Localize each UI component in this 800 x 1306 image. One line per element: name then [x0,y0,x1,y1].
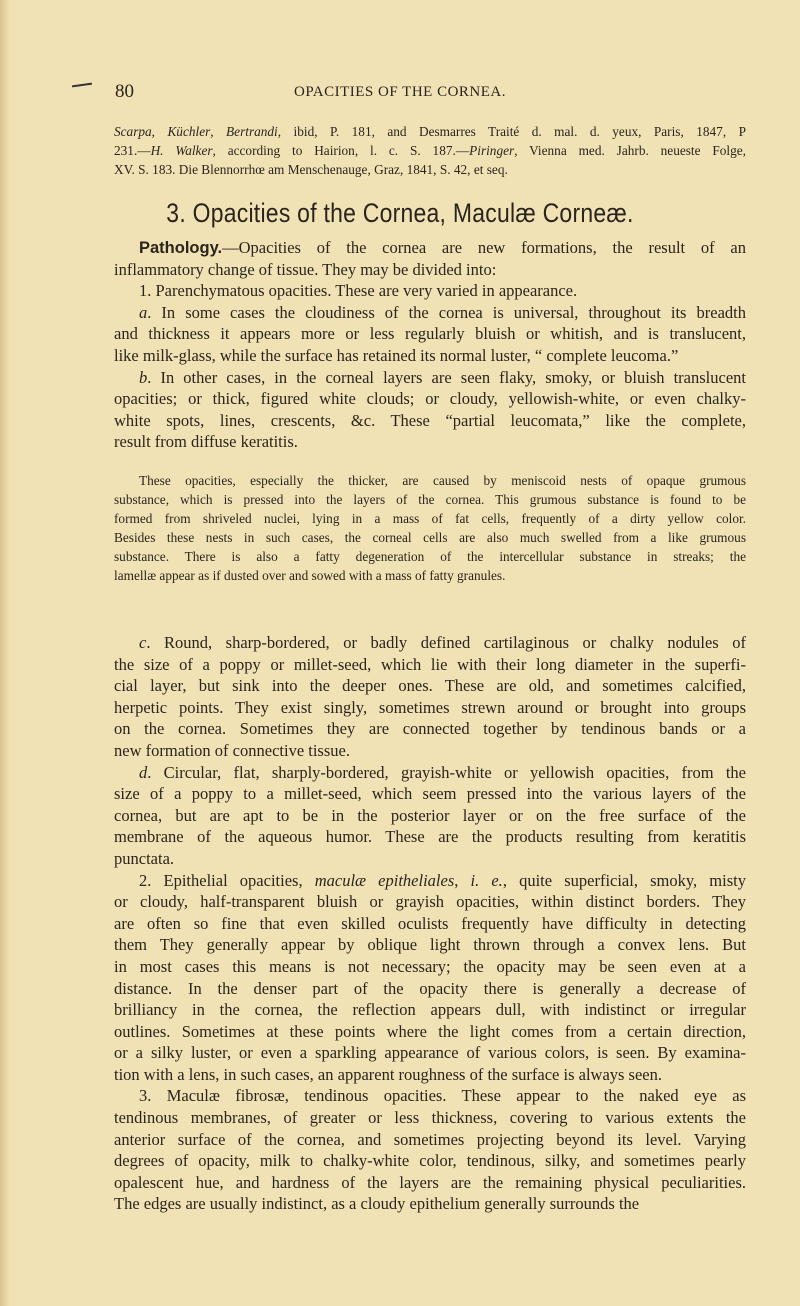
text-run: tion with a lens, in such cases, an apparent roughness of the surface is always seen. [114,1064,663,1084]
text-line [114,762,746,784]
text-run: The edges are usually indistinct, as a cloudy epithelium generally surrounds the [114,1194,640,1214]
text-line [114,1021,746,1043]
text-line [114,490,746,509]
text-run: degrees of opacity, milk to chalky-white color, tendinous, silky, and sometimes pearly [114,1151,746,1171]
text-line [114,1150,746,1172]
text-run: the size of a poppy or millet-seed, which lie with their long diameter in the superfi- [114,654,746,674]
text-line [114,740,746,762]
italic-text: a [139,302,148,322]
text-line [114,826,746,848]
text-line [114,1042,746,1064]
pathology-section [114,237,746,453]
text-run: or a silky luster, or even a sparkling appearance of various colors, is seen. By examina- [114,1043,746,1063]
text-line [114,509,746,528]
text-line [114,718,746,740]
text-line [114,566,746,585]
text-line [114,471,746,490]
text-line [114,547,746,566]
text-run: white spots, lines, crescents, &c. These “partial leucomata,” like the complete, [114,410,746,430]
running-head: OPACITIES OF THE CORNEA. [293,84,507,100]
text-run: on the cornea. Sometimes they are connected together by tendinous bands or a [114,719,746,739]
section-title: 3. Opacities of the Cornea, Maculæ Corneæ. [166,198,634,228]
text-run: , according to Hairion, l. c. S. 187.— [212,143,470,158]
italic-text: maculæ epitheliales [314,870,455,890]
text-run: 1. Parenchymatous opacities. These are very varied in appearance. [139,281,578,301]
text-line [114,697,746,719]
text-run: , Vienna med. Jahrb. neueste Folge, [514,143,746,158]
italic-text: i. e. [470,870,503,890]
text-line [114,367,746,389]
italic-text: Küchler [167,124,211,139]
text-run: cial layer, but sink into the deeper ones. These are old, and sometimes calcified, [114,676,746,696]
italic-text: Scarpa [114,124,152,139]
text-run: or cloudy, half-transparent bluish or grayish opacities, within distinct borders. They [114,892,746,912]
text-run: , [454,870,471,890]
text-line [114,848,746,870]
italic-text: H. Walker [150,143,213,158]
text-run: result from diffuse keratitis. [114,432,298,452]
text-run: tendinous membranes, of greater or less thickness, covering to various extents the [114,1108,746,1128]
text-run: Besides these nests in such cases, the corneal cells are also much swelled from a like grumous [114,530,746,545]
text-line [114,141,746,160]
italic-text: b [139,367,148,387]
text-line [114,978,746,1000]
text-run: membrane of the aqueous humor. These are the products resulting from keratitis [114,827,746,847]
text-line [114,913,746,935]
text-line [114,323,746,345]
text-line [114,528,746,547]
text-run: —Opacities of the cornea are new formations, the result of an [222,238,746,257]
references-block [114,122,746,179]
text-line [114,345,746,367]
text-line [114,431,746,453]
text-run: anterior surface of the cornea, and sometimes projecting beyond its level. Varying [114,1129,746,1149]
text-run: opacities; or thick, figured white clouds; or cloudy, yellowish-white, or even chalky- [114,389,746,409]
text-run: 2. Epithelial opacities, [139,870,315,890]
text-run: 3. Maculæ fibrosæ, tendinous opacities. These appear to the naked eye as [139,1086,746,1106]
text-run: them They generally appear by oblique light thrown through a convex lens. But [114,935,746,955]
text-run: and thickness it appears more or less regularly bluish or whitish, and is translucent, [114,324,746,344]
text-run: distance. In the denser part of the opacity there is generally a decrease of [114,978,746,998]
text-line [114,280,746,302]
text-run: These opacities, especially the thicker, are caused by meniscoid nests of opaque grumous [139,473,746,488]
text-line [114,783,746,805]
text-run: opalescent hue, and hardness of the layers are the remaining physical peculiarities. [114,1172,746,1192]
text-run: , quite superficial, smoky, misty [502,870,746,890]
text-run: brilliancy in the cornea, the reflection appears dull, with indistinct or irregular [114,1000,746,1020]
italic-text: Piringer [469,143,515,158]
text-line [114,675,746,697]
text-run: size of a poppy to a millet-seed, which seem pressed into the various layers of the [114,784,746,804]
text-run: are often so fine that even skilled oculists frequently have difficulty in detecting [114,913,746,933]
text-line [114,1064,746,1086]
page-number: 80 [115,81,134,102]
text-line [114,934,746,956]
text-run: . In other cases, in the corneal layers are seen flaky, smoky, or bluish translucent [147,367,746,387]
text-run: in most cases this means is not necessary; the opacity may be seen even at a [114,956,746,976]
run-in-heading: Pathology. [139,239,223,257]
text-run: . Round, sharp-bordered, or badly defined cartilaginous or chalky nodules of [146,633,746,652]
text-run: XV. S. 183. Die Blennorrhœ am Menschenauge, Graz, 1841, S. 42, et seq. [114,162,508,177]
text-line [114,956,746,978]
text-line [114,237,746,259]
body-continued [114,632,746,1215]
text-run: lamellæ appear as if dusted over and sowed with a mass of fatty granules. [114,568,506,583]
text-line [114,388,746,410]
text-run: . In some cases the cloudiness of the cornea is universal, throughout its breadth [147,302,746,322]
text-run: inflammatory change of tissue. They may be divided into: [114,259,497,279]
text-line [114,160,746,179]
text-line [114,302,746,324]
text-line [114,1107,746,1129]
text-run: formed from shriveled nuclei, lying in a mass of fat cells, frequently of a dirty yellow color. [114,511,746,526]
text-run: , ibid, P. 181, and Desmarres Traité d. mal. d. yeux, Paris, 1847, P [277,124,746,139]
text-line [114,1172,746,1194]
italic-text: Bertrandi [226,124,278,139]
text-run: punctata. [114,848,175,868]
text-run: , [210,124,227,139]
text-line [114,1193,746,1215]
text-line [114,805,746,827]
text-line [114,654,746,676]
text-run: cornea, but are apt to be in the posterior layer or on the free surface of the [114,805,746,825]
text-run: substance. There is also a fatty degeneration of the intercellular substance in streaks; the [114,549,746,564]
text-run: . Circular, flat, sharply-bordered, grayish-white or yellowish opacities, from the [147,762,746,782]
italic-text: c [139,633,147,652]
text-line [114,122,746,141]
text-line [114,891,746,913]
small-print-note [114,471,746,585]
text-line [114,632,746,654]
text-line [114,259,746,281]
text-run: outlines. Sometimes at these points where the light comes from a certain direction, [114,1021,746,1041]
page-edge-shadow [0,0,10,1306]
text-run: herpetic points. They exist singly, sometimes strewn around or brought into groups [114,697,746,717]
text-run: , [151,124,168,139]
text-line [114,1085,746,1107]
text-line [114,999,746,1021]
text-run: new formation of connective tissue. [114,740,350,760]
italic-text: d [139,762,148,782]
text-line [114,870,746,892]
text-run: like milk-glass, while the surface has retained its normal luster, “ complete leucoma.” [114,345,679,365]
text-line [114,410,746,432]
text-line [114,1129,746,1151]
text-run: 231.— [114,143,151,158]
text-run: substance, which is pressed into the layers of the cornea. This grumous substance is found to be [114,492,746,507]
